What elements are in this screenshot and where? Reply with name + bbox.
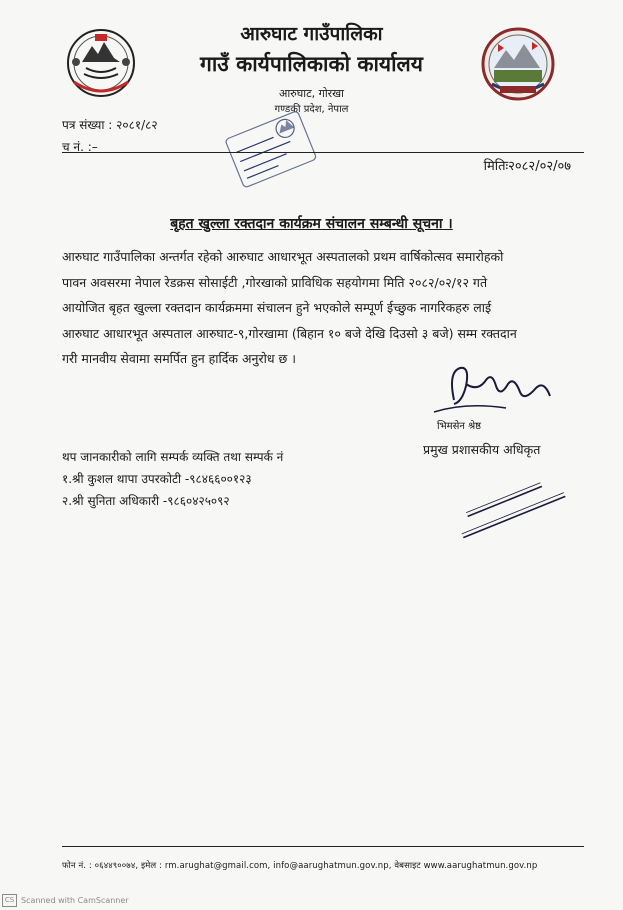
signatory-title: प्रमुख प्रशासकीय अधिकृत xyxy=(423,442,541,457)
body-line: आरुघाट आधारभूत अस्पताल आरुघाट-९,गोरखामा (बिहान १० बजे देखि दिउसो ३ बजे) सम्म रक्तदान xyxy=(62,325,517,341)
office-name: गाउँ कार्यपालिकाको कार्यालय xyxy=(200,52,423,76)
office-stamp xyxy=(222,110,317,190)
contact-person: १.श्री कुशल थापा उपरकोटी -९८४६६००१२३ xyxy=(62,472,252,486)
notice-subject: बृहत खुल्ला रक्तदान कार्यक्रम संचालन सम्बन्धी सूचना । xyxy=(170,216,453,232)
scanner-text: Scanned with CamScanner xyxy=(21,896,129,905)
letter-date: मितिः२०८२/०२/०७ xyxy=(483,159,571,174)
handwritten-signature xyxy=(426,362,566,422)
body-line: आयोजित बृहत खुल्ला रक्तदान कार्यक्रममा संचालन हुने भएकोले सम्पूर्ण ईच्छुक नागरिकहरु लाई xyxy=(62,300,492,315)
footer-divider xyxy=(62,846,584,847)
letter-number: पत्र संख्या : २०८१/८२ xyxy=(62,118,158,132)
body-line: गरी मानवीय सेवामा समर्पित हुन हार्दिक अनुरोध छ । xyxy=(62,351,296,366)
contact-person: २.श्री सुनिता अधिकारी -९८६०४२५०९२ xyxy=(62,494,230,508)
signatory-stamp xyxy=(448,478,573,540)
contact-heading: थप जानकारीको लागि सम्पर्क व्यक्ति तथा सम्पर्क नं xyxy=(62,450,284,464)
municipality-name: आरुघाट गाउँपालिका xyxy=(240,23,383,45)
signatory-name: भिमसेन श्रेष्ठ xyxy=(437,421,482,432)
office-province: गण्डकी प्रदेश, नेपाल xyxy=(274,104,349,115)
camscanner-icon: CS xyxy=(2,894,17,907)
body-line: आरुघाट गाउँपालिका अन्तर्गत रहेको आरुघाट आधारभूत अस्पतालको प्रथम वार्षिकोत्सव समारोहको xyxy=(62,249,504,264)
scanner-badge xyxy=(2,894,129,907)
footer-contact: फोन नं. : ०६४४९००७४, इमेल : rm.arughat@gmail.com, info@aarughatmun.gov.np, वेबसाइट www.aarughatmun.gov.np xyxy=(62,861,538,871)
body-line: पावन अवसरमा नेपाल रेडक्रस सोसाईटी ,गोरखाको प्राविधिक सहयोगमा मिति २०८२/०२/१२ गते xyxy=(62,274,488,290)
header-divider xyxy=(62,152,584,153)
notice-body xyxy=(62,244,567,372)
dispatch-number: च नं. :– xyxy=(62,140,98,154)
municipality-logo xyxy=(478,24,558,106)
office-address: आरुघाट, गोरखा xyxy=(278,87,345,100)
